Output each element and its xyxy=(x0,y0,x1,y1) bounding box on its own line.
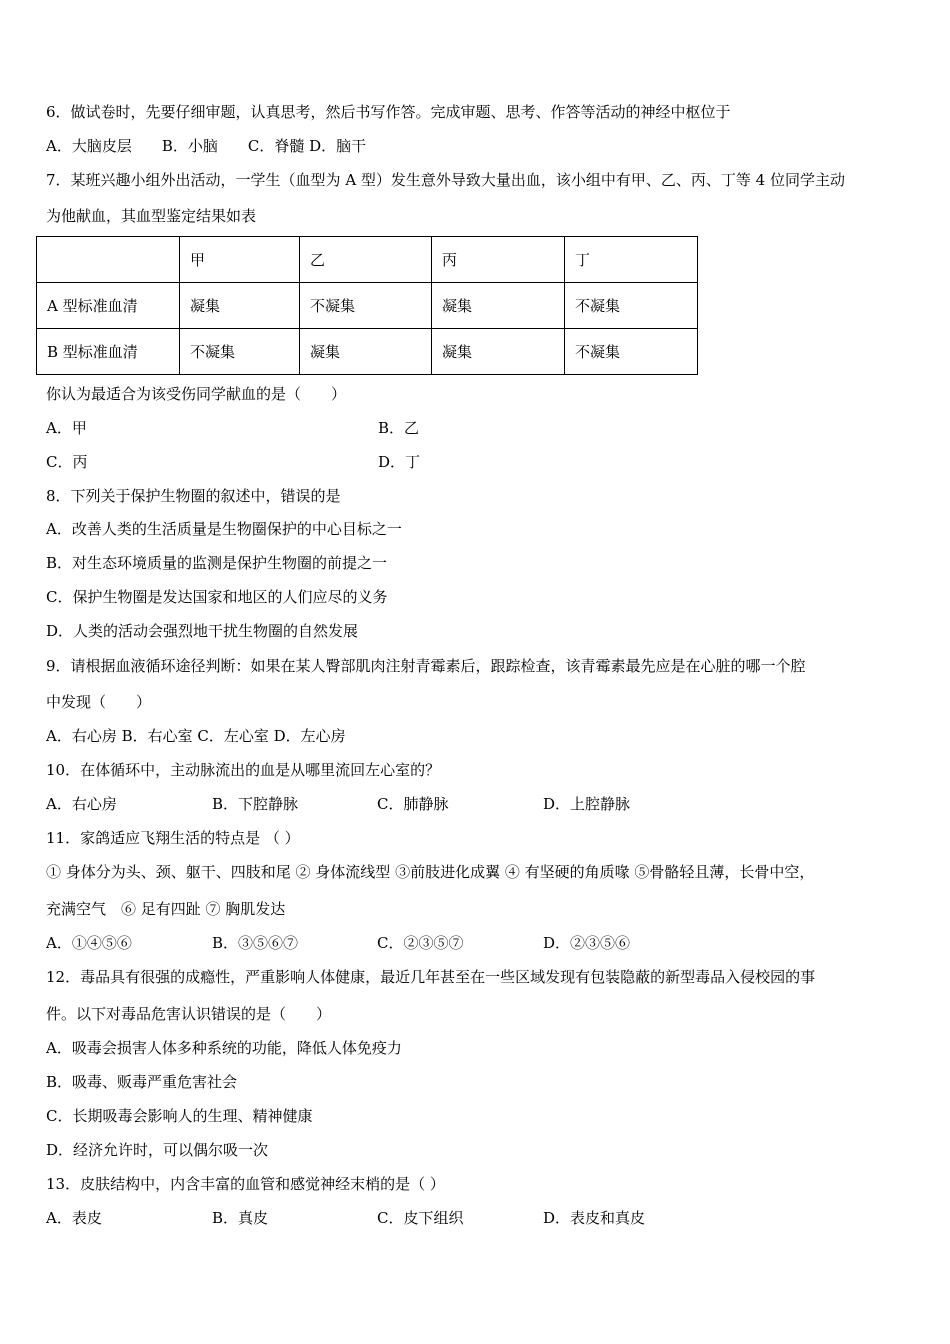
q12-option-d: D．经济允许时，可以偶尔吸一次 xyxy=(46,1141,269,1159)
q7-option-b: B．乙 xyxy=(378,419,420,437)
q12-option-c: C．长期吸毒会影响人的生理、精神健康 xyxy=(46,1107,313,1125)
q13-stem: 13．皮肤结构中，内含丰富的血管和感觉神经末梢的是（ ） xyxy=(46,1175,445,1193)
q13-option-b: B．真皮 xyxy=(212,1209,269,1227)
q8-option-b: B．对生态环境质量的监测是保护生物圈的前提之一 xyxy=(46,554,388,572)
q7-question: 你认为最适合为该受伤同学献血的是（ ） xyxy=(46,385,347,403)
q11-items-1: ① 身体分为头、颈、躯干、四肢和尾 ② 身体流线型 ③前肢进化成翼 ④ 有坚硬的角质喙 ⑤骨骼轻且薄，长骨中空， xyxy=(46,863,815,881)
q7-option-a: A．甲 xyxy=(46,419,87,437)
table-cell: 不凝集 xyxy=(180,329,300,375)
q12-stem-1: 12．毒品具有很强的成瘾性，严重影响人体健康，最近几年甚至在一些区域发现有包装隐蔽的新型毒品入侵校园的事 xyxy=(46,968,816,986)
table-cell: 凝集 xyxy=(300,329,432,375)
table-cell: 凝集 xyxy=(180,283,300,329)
q11-items-2: 充满空气 ⑥ 足有四趾 ⑦ 胸肌发达 xyxy=(46,900,286,918)
q9-stem-1: 9．请根据血液循环途径判断：如果在某人臀部肌肉注射青霉素后，跟踪检查，该青霉素最先应是在心脏的哪一个腔 xyxy=(46,657,806,675)
table-cell: B 型标准血清 xyxy=(37,329,180,375)
q8-option-c: C．保护生物圈是发达国家和地区的人们应尽的义务 xyxy=(46,588,388,606)
q6-stem: 6．做试卷时，先要仔细审题，认真思考，然后书写作答。完成审题、思考、作答等活动的神经中枢位于 xyxy=(46,103,731,121)
q7-option-c: C．丙 xyxy=(46,453,88,471)
table-cell: 不凝集 xyxy=(565,283,698,329)
q11-option-a: A．①④⑤⑥ xyxy=(46,934,132,952)
q10-stem: 10．在体循环中，主动脉流出的血是从哪里流回左心室的？ xyxy=(46,761,441,779)
q8-option-a: A．改善人类的生活质量是生物圈保护的中心目标之一 xyxy=(46,520,402,538)
table-cell: 丙 xyxy=(432,237,565,283)
q10-option-a: A．右心房 xyxy=(46,795,117,813)
q10-option-c: C．肺静脉 xyxy=(377,795,449,813)
q11-stem: 11．家鸽适应飞翔生活的特点是 （ ） xyxy=(46,829,300,847)
blood-type-table xyxy=(36,236,698,375)
q10-option-b: B．下腔静脉 xyxy=(212,795,299,813)
q11-option-b: B．③⑤⑥⑦ xyxy=(212,934,299,952)
q11-option-d: D．②③⑤⑥ xyxy=(543,934,631,952)
table-cell: 甲 xyxy=(180,237,300,283)
q12-stem-2: 件。以下对毒品危害认识错误的是（ ） xyxy=(46,1005,332,1023)
q12-option-a: A．吸毒会损害人体多种系统的功能，降低人体免疫力 xyxy=(46,1039,402,1057)
q8-option-d: D．人类的活动会强烈地干扰生物圈的自然发展 xyxy=(46,622,359,640)
table-cell: 凝集 xyxy=(432,329,565,375)
table-cell xyxy=(37,237,180,283)
table-cell: 凝集 xyxy=(432,283,565,329)
table-cell: 丁 xyxy=(565,237,698,283)
q7-option-d: D．丁 xyxy=(378,453,421,471)
q9-stem-2: 中发现（ ） xyxy=(46,693,152,711)
table-row xyxy=(37,283,698,329)
q13-option-d: D．表皮和真皮 xyxy=(543,1209,646,1227)
q13-option-c: C．皮下组织 xyxy=(377,1209,464,1227)
q9-options: A．右心房 B．右心室 C．左心室 D．左心房 xyxy=(46,727,346,745)
q7-stem-1: 7．某班兴趣小组外出活动，一学生（血型为 A 型）发生意外导致大量出血，该小组中有甲、乙、丙、丁等 4 位同学主动 xyxy=(46,171,845,189)
q12-option-b: B．吸毒、贩毒严重危害社会 xyxy=(46,1073,238,1091)
q8-stem: 8．下列关于保护生物圈的叙述中，错误的是 xyxy=(46,487,341,505)
table-cell: 不凝集 xyxy=(300,283,432,329)
q11-option-c: C．②③⑤⑦ xyxy=(377,934,464,952)
q10-option-d: D．上腔静脉 xyxy=(543,795,631,813)
q13-option-a: A．表皮 xyxy=(46,1209,102,1227)
table-cell: A 型标准血清 xyxy=(37,283,180,329)
table-header-row xyxy=(37,237,698,283)
table-row xyxy=(37,329,698,375)
q6-options: A．大脑皮层 B．小脑 C．脊髓 D．脑干 xyxy=(46,137,367,155)
q7-stem-2: 为他献血，其血型鉴定结果如表 xyxy=(46,207,257,225)
table-cell: 不凝集 xyxy=(565,329,698,375)
table-cell: 乙 xyxy=(300,237,432,283)
